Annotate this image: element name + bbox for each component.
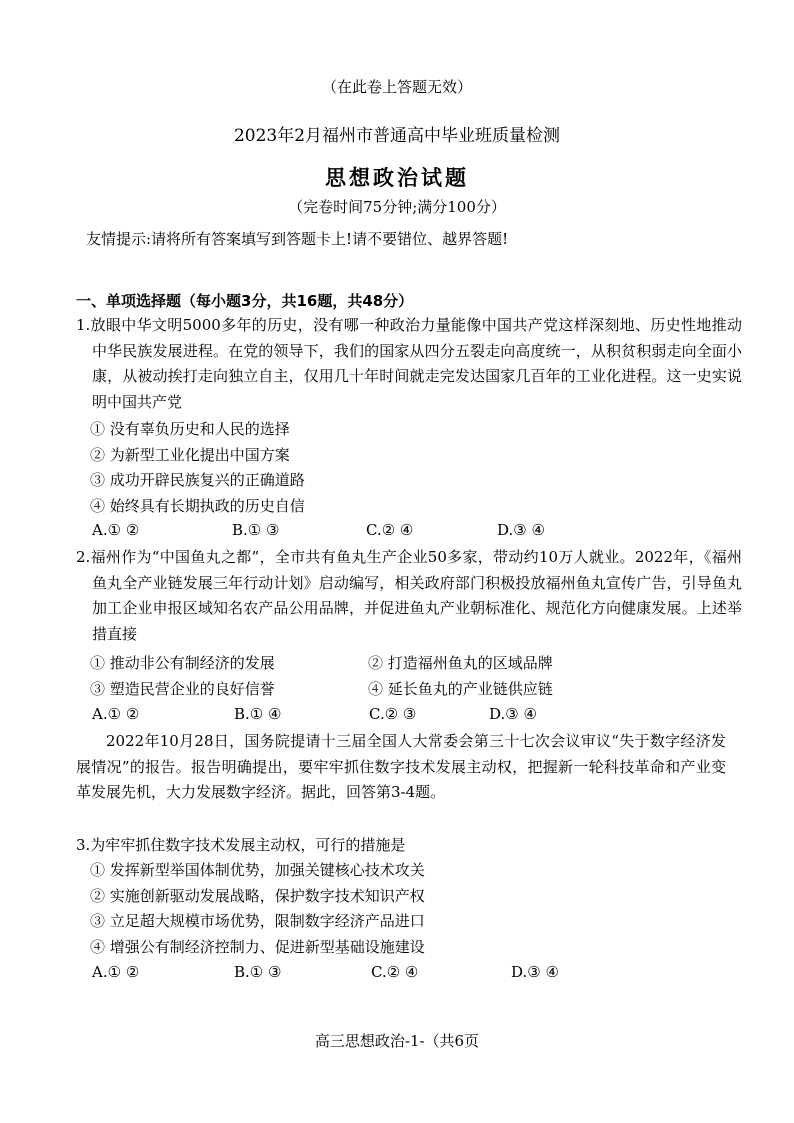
question-1-option-2: ② 为新型工业化提出中国方案	[90, 446, 290, 464]
question-2-option-3: ③ 塑造民营企业的良好信誉	[90, 680, 275, 698]
question-3-option-1: ① 发挥新型举国体制优势，加强关键核心技术攻关	[90, 861, 425, 879]
material-passage: 2022年10月28日，国务院提请十三届全国人大常委会第三十七次会议审议“失于数字经济发展情况”的报告。报告明确提出，要牢牢抓住数字技术发展主动权，把握新一轮科技革命和产业变革发展先机，大力发展数字经济。据此，回答第3-4题。	[76, 732, 726, 801]
exam-duration: （完卷时间75分钟;满分100分）	[288, 198, 506, 216]
question-1-option-3: ③ 成功开辟民族复兴的正确道路	[90, 471, 305, 489]
question-2-answer-c: C.② ③	[369, 705, 417, 723]
question-2-answer-a: A.① ②	[92, 705, 140, 723]
question-3-stem: 3.为牢牢抓住数字技术发展主动权，可行的措施是	[76, 836, 406, 854]
question-3-answer-a: A.① ②	[92, 963, 140, 981]
question-1-answer-a: A.① ②	[92, 521, 140, 539]
question-2-option-1: ① 推动非公有制经济的发展	[90, 654, 275, 672]
question-2-answer-d: D.③ ④	[489, 705, 537, 723]
question-3-answer-d: D.③ ④	[511, 963, 559, 981]
question-1-option-4: ④ 始终具有长期执政的历史自信	[90, 497, 305, 515]
question-2-option-4: ④ 延长鱼丸的产业链供应链	[368, 680, 553, 698]
exam-title: 2023年2月福州市普通高中毕业班质量检测	[233, 126, 561, 146]
invalid-answer-notice: （在此卷上答题无效）	[321, 78, 472, 96]
question-1-answer-c: C.② ④	[366, 521, 414, 539]
question-2-option-2: ② 打造福州鱼丸的区域品牌	[368, 654, 553, 672]
section-title: 一、单项选择题（每小题3分，共16题，共48分）	[76, 292, 414, 310]
question-3-option-3: ③ 立足超大规模市场优势，限制数字经济产品进口	[90, 912, 425, 930]
subject-title: 思想政治试题	[325, 165, 469, 190]
question-3-answer-b: B.① ③	[234, 963, 282, 981]
question-3-option-4: ④ 增强公有制经济控制力、促进新型基础设施建设	[90, 938, 425, 956]
question-2-stem: 2.福州作为“中国鱼丸之都”，全市共有鱼丸生产企业50多家，带动约10万人就业。2022年，《福州鱼丸全产业链发展三年行动计划》启动编写，相关政府部门积极投放福州鱼丸宣传广告，引导鱼丸加工企业申报区域知名农产品公用品牌，并促进鱼丸产业朝标准化、规范化方向健康发展。上述举措直接	[76, 548, 742, 643]
friendly-tip: 友情提示:请将所有答案填写到答题卡上!请不要错位、越界答题!	[86, 230, 509, 248]
question-3-option-2: ② 实施创新驱动发展战略，保护数字技术知识产权	[90, 887, 425, 905]
page-footer: 高三思想政治-1-（共6页	[314, 1032, 480, 1050]
question-1-answer-d: D.③ ④	[497, 521, 545, 539]
question-2-answer-b: B.① ④	[234, 705, 282, 723]
question-3-answer-c: C.② ④	[371, 963, 419, 981]
question-1-stem: 1.放眼中华文明5000多年的历史，没有哪一种政治力量能像中国共产党这样深刻地、历史性地推动中华民族发展进程。在党的领导下，我们的国家从四分五裂走向高度统一，从积贫积弱走向全面小康，从被动挨打走向独立自主，仅用几十年时间就走完发达国家几百年的工业化进程。这一史实说明中国共产党	[76, 316, 742, 411]
question-1-option-1: ① 没有辜负历史和人民的选择	[90, 420, 290, 438]
question-1-answer-b: B.① ③	[232, 521, 280, 539]
